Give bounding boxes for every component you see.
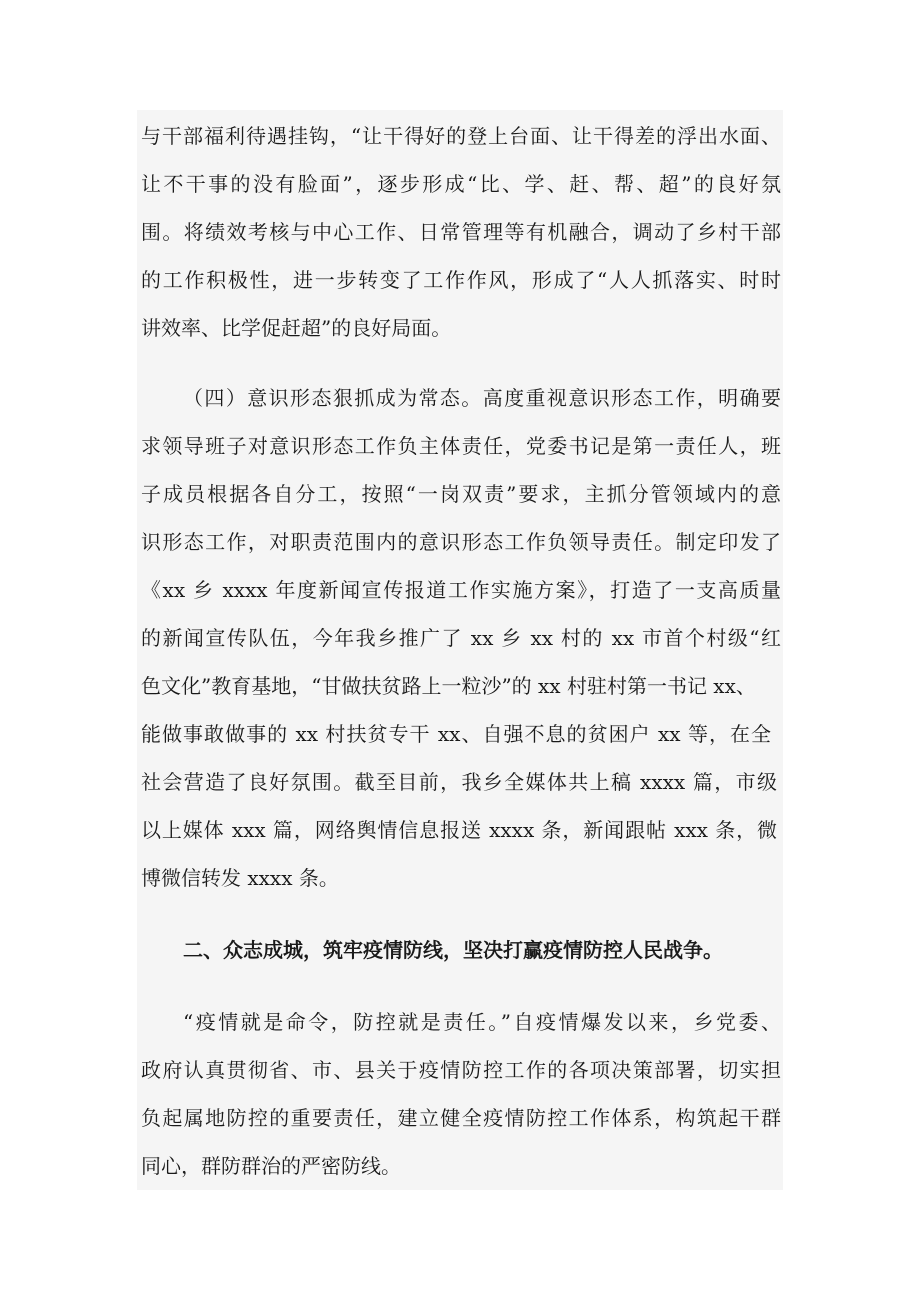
paragraph-line: 的工作积极性，进一步转变了工作作风，形成了“人人抓落实、时时 [141,268,781,292]
paragraph-line: 博微信转发 xxxx 条。 [141,866,339,890]
paragraph-line: 能做事敢做事的 xx 村扶贫专干 xx、自强不息的贫困户 xx 等，在全 [141,722,771,746]
paragraph-line: 以上媒体 xxx 篇，网络舆情信息报送 xxxx 条，新闻跟帖 xxx 条，微 [141,818,777,842]
paragraph-line: 的新闻宣传队伍，今年我乡推广了 xx 乡 xx 村的 xx 市首个村级“红 [141,626,781,650]
paragraph-line: 讲效率、比学促赶超”的良好局面。 [141,316,452,340]
paragraph-line: 《xx 乡 xxxx 年度新闻宣传报道工作实施方案》，打造了一支高质量 [141,578,781,602]
paragraph-line: 同心，群防群治的严密防线。 [141,1154,401,1178]
paragraph-line: （四）意识形态狠抓成为常态。高度重视意识形态工作，明确要 [183,386,781,410]
paragraph-line: 社会营造了良好氛围。截至目前，我乡全媒体共上稿 xxxx 篇，市级 [141,770,777,794]
paragraph-line: 让不干事的没有脸面”，逐步形成“比、学、赶、帮、超”的良好氛 [141,172,781,196]
paragraph-line: 色文化”教育基地，“甘做扶贫路上一粒沙”的 xx 村驻村第一书记 xx、 [141,674,756,698]
paragraph-line: 与干部福利待遇挂钩，“让干得好的登上台面、让干得差的浮出水面、 [141,124,781,148]
paragraph-line: 围。将绩效考核与中心工作、日常管理等有机融合，调动了乡村干部 [141,220,781,244]
paragraph-line: 求领导班子对意识形态工作负主体责任，党委书记是第一责任人，班 [141,434,781,458]
paragraph-line: 政府认真贯彻省、市、县关于疫情防控工作的各项决策部署，切实担 [141,1058,781,1082]
paragraph-line: 子成员根据各自分工，按照“一岗双责”要求，主抓分管领域内的意 [141,482,781,506]
paragraph-line: “疫情就是命令，防控就是责任。”自疫情爆发以来，乡党委、 [183,1010,781,1034]
paragraph-line: 识形态工作，对职责范围内的意识形态工作负领导责任。制定印发了 [141,530,781,554]
paragraph-line: 负起属地防控的重要责任，建立健全疫情防控工作体系，构筑起干群 [141,1106,781,1130]
section-heading: 二、众志成城，筑牢疫情防线，坚决打赢疫情防控人民战争。 [183,938,723,962]
